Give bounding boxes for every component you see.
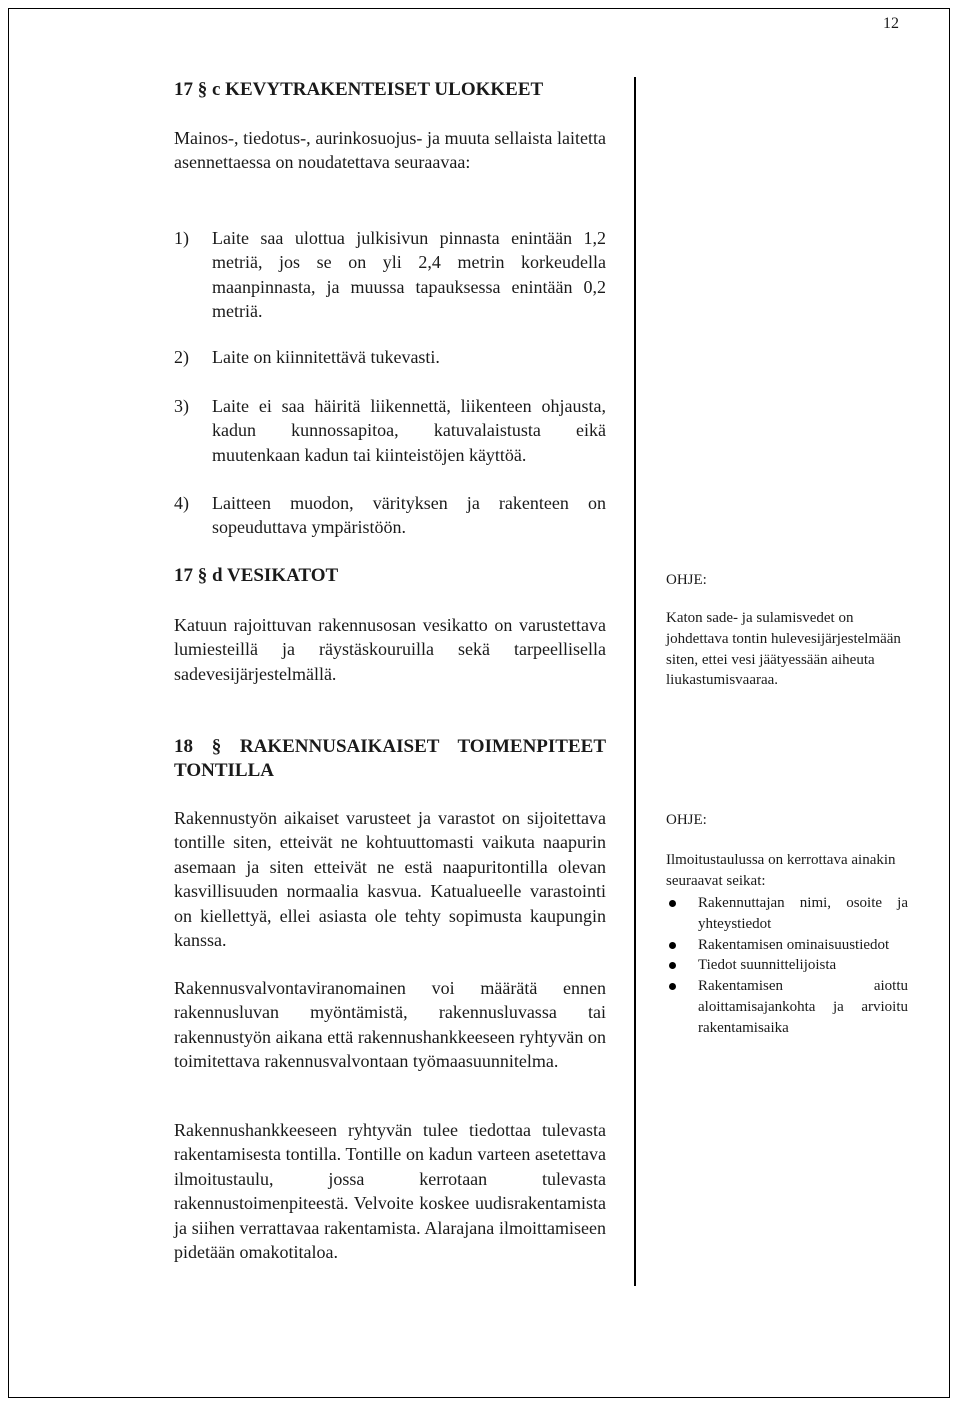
section-18-note-list — [666, 893, 908, 1039]
list-item-number: 4) — [174, 493, 189, 513]
section-17c-intro: Mainos-, tiedotus-, aurinkosuojus- ja muuta sellaista laitetta asennettaessa on noudatettava seuraavaa: — [174, 128, 606, 173]
bullet-icon — [666, 976, 698, 1038]
list-item-text: Rakentamisen ominaisuustiedot — [698, 936, 890, 953]
section-18-paragraph: Rakennusvalvontaviranomainen voi määrätä ennen rakennusluvan myöntämistä, rakennusluvassa tai rakennustyön aikana että rakennushankkeeseen ryhtyvän on toimitettava rakennusvalvontaan työmaasuunnitelma. — [174, 978, 606, 1072]
section-17d-text: Katuun rajoittuvan rakennusosan vesikatto on varustettava lumiesteillä ja räystäskouruilla sekä tarpeellisella sadevesijärjestelmällä. — [174, 615, 606, 684]
section-18-heading: 18 § RAKENNUSAIKAISET TOIMENPITEET TONTILLA — [174, 736, 606, 782]
list-item-number: 2) — [174, 347, 189, 367]
section-17d-note-label: OHJE: — [666, 572, 707, 588]
list-item — [666, 955, 908, 976]
section-18-note-label: OHJE: — [666, 812, 707, 828]
list-item-text: Laite saa ulottua julkisivun pinnasta enintään 1,2 metriä, jos se on yli 2,4 metrin korkeudella maanpinnasta, ja muussa tapauksessa enintään 0,2 metriä. — [212, 228, 606, 322]
section-18-paragraph: Rakennushankkeeseen ryhtyvän tulee tiedottaa tulevasta rakentamisesta tontilla. Tontille on kadun varteen asetettava ilmoitustaulu, jossa kerrotaan tulevasta rakennustoimenpiteestä. Velvoite koskee uudisrakentamista ja siihen verrattavaa rakentamista. Alarajana ilmoittamiseen pidetään omakotitaloa. — [174, 1120, 606, 1263]
column-divider — [634, 77, 636, 1286]
list-item-text: Laite on kiinnitettävä tukevasti. — [212, 347, 440, 367]
list-item — [666, 935, 908, 956]
bullet-icon — [666, 893, 698, 935]
section-17d-note-text: Katon sade- ja sulamisvedet on johdettava tontin hulevesijärjestelmään siten, ettei vesi jäätyessään aiheuta liukastumisvaaraa. — [666, 610, 901, 689]
section-18-paragraph: Rakennustyön aikaiset varusteet ja varastot on sijoitettava tontille siten, etteivät ne kohtuuttomasti vaikuta naapurin asemaan ja siten etteivät ne estä naapuritontilla olevan kasvillisuuden normaalia kasvua. Katualueelle varastointi on kiellettyä, ellei asiasta ole tehty sopimusta kaupungin kanssa. — [174, 808, 606, 951]
list-item-text: Tiedot suunnittelijoista — [698, 957, 837, 974]
list-item-text: Rakennuttajan nimi, osoite ja yhteystiedot — [698, 895, 908, 932]
bullet-icon — [666, 935, 698, 956]
bullet-icon — [666, 955, 698, 976]
page-number: 12 — [883, 15, 899, 32]
list-item — [666, 976, 908, 1038]
list-item — [174, 345, 606, 369]
list-item-number: 3) — [174, 396, 189, 416]
list-item-number: 1) — [174, 228, 189, 248]
list-item-text: Rakentamisen aiottu aloittamisajankohta ja arvioitu rakentamisaika — [698, 978, 908, 1036]
list-item-text: Laitteen muodon, värityksen ja rakenteen on sopeuduttava ympäristöön. — [212, 493, 606, 538]
list-item — [174, 226, 606, 324]
section-17d-heading: 17 § d VESIKATOT — [174, 565, 339, 586]
list-item-text: Laite ei saa häiritä liikennettä, liikenteen ohjausta, kadun kunnossapitoa, katuvalaistusta eikä muutenkaan kadun tai kiinteistöjen käyttöä. — [212, 396, 606, 465]
list-item — [666, 893, 908, 935]
section-17c-heading: 17 § c KEVYTRAKENTEISET ULOKKEET — [174, 79, 544, 100]
section-18-note-intro: Ilmoitustaulussa on kerrottava ainakin seuraavat seikat: — [666, 852, 896, 889]
list-item — [174, 394, 606, 467]
list-item — [174, 491, 606, 540]
